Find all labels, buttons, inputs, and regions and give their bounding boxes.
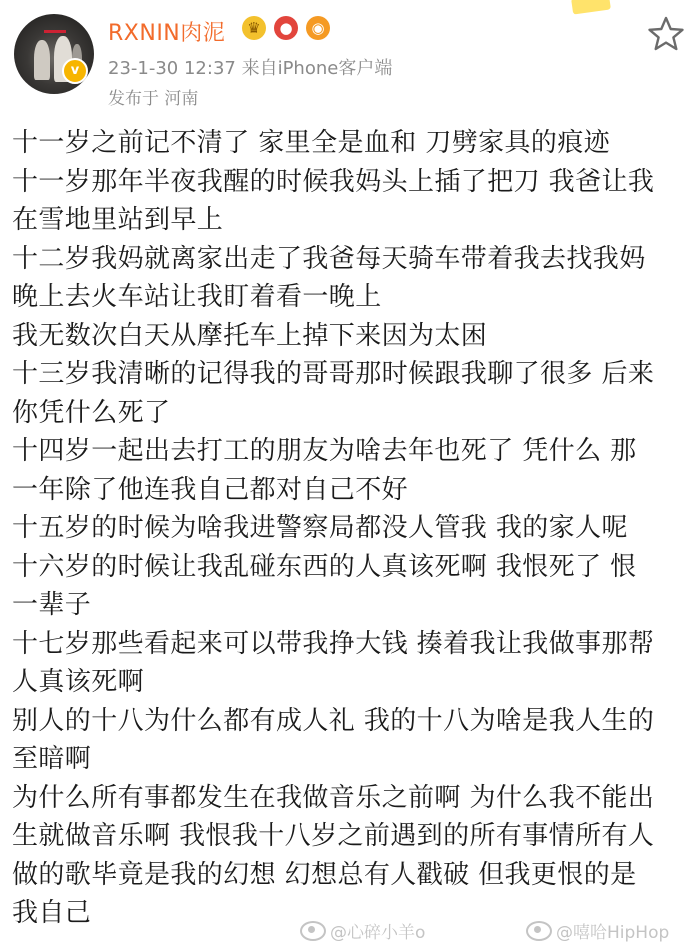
ping-pong-badge-icon[interactable]: ● [274, 16, 298, 40]
post-body [12, 124, 680, 933]
post-line: 十一岁之前记不清了 家里全是血和 刀劈家具的痕迹 [12, 128, 611, 158]
username[interactable]: RXNIN肉泥 [108, 21, 226, 46]
post-line: 生就做音乐啊 我恨我十八岁之前遇到的所有事情所有人 [12, 821, 655, 851]
watermark: @嘻哈HipHop [526, 918, 669, 943]
sticker-corner [571, 0, 611, 15]
post-timestamp: 23-1-30 12:37 来自iPhone客户端 [108, 58, 393, 79]
post-line: 十一岁那年半夜我醒的时候我妈头上插了把刀 我爸让我 [12, 166, 655, 197]
post-line: 十四岁一起出去打工的朋友为啥去年也死了 凭什么 那 [12, 436, 637, 466]
post-line: 十五岁的时候为啥我进警察局都没人管我 我的家人呢 [12, 513, 628, 543]
avatar-decoration [44, 20, 66, 33]
post-line: 你凭什么死了 [12, 397, 171, 428]
post-location: 发布于 河南 [108, 89, 199, 109]
crown-badge-icon[interactable]: ♛ [242, 16, 266, 40]
post-line: 人真该死啊 [12, 667, 145, 697]
post-line: 我自己 [12, 898, 92, 928]
post-line: 晚上去火车站让我盯着看一晚上 [12, 282, 382, 312]
post-line: 至暗啊 [12, 744, 92, 774]
post-line: 在雪地里站到早上 [12, 205, 224, 235]
post-line: 做的歌毕竟是我的幻想 幻想总有人戳破 但我更恨的是 [12, 859, 637, 890]
weibo-logo-icon [526, 921, 552, 941]
post-line: 为什么所有事都发生在我做音乐之前啊 为什么我不能出 [12, 782, 655, 813]
user-badges [242, 16, 330, 40]
post-line: 十二岁我妈就离家出走了我爸每天骑车带着我去找我妈 [12, 243, 646, 274]
star-icon[interactable] [646, 14, 686, 54]
post-line: 一年除了他连我自己都对自己不好 [12, 474, 409, 505]
weibo-logo-icon [300, 921, 326, 941]
post-line: 别人的十八为什么都有成人礼 我的十八为啥是我人生的 [12, 705, 655, 736]
post-line: 十七岁那些看起来可以带我挣大钱 揍着我让我做事那帮 [12, 628, 655, 659]
post-line: 十三岁我清晰的记得我的哥哥那时候跟我聊了很多 后来 [12, 359, 655, 389]
post-line: 一辈子 [12, 590, 92, 620]
verified-badge-icon: v [62, 58, 88, 84]
avatar[interactable] [14, 14, 94, 94]
post-line: 我无数次白天从摩托车上掉下来因为太困 [12, 320, 488, 351]
watermark: @心碎小羊o [300, 918, 425, 943]
pufferfish-badge-icon[interactable]: ◉ [306, 16, 330, 40]
post-line: 十六岁的时候让我乱碰东西的人真该死啊 我恨死了 恨 [12, 551, 637, 582]
